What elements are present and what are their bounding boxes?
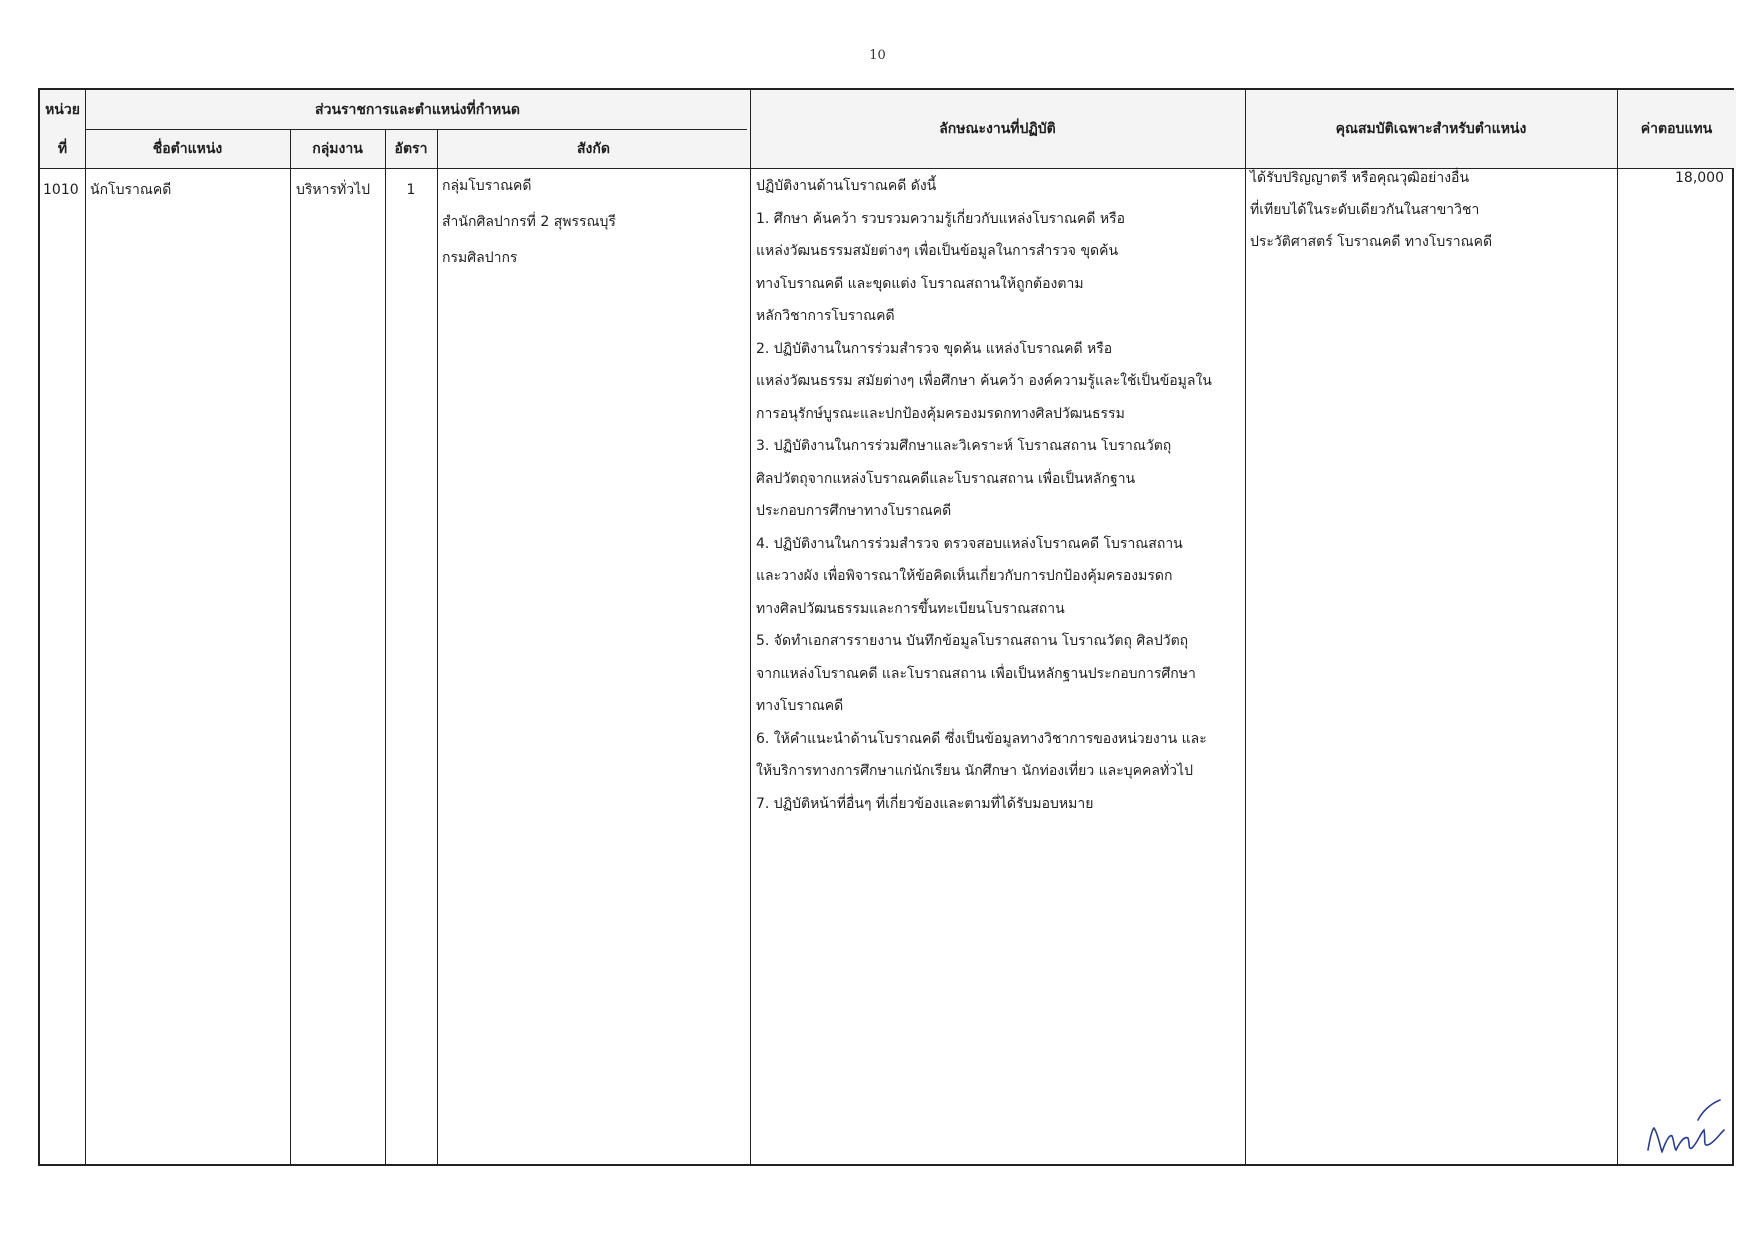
duty-line: จากแหล่งโบราณคดี และโบราณสถาน เพื่อเป็นหลักฐานประกอบการศึกษา bbox=[756, 665, 1196, 682]
affiliation-line: กลุ่มโบราณคดี bbox=[442, 178, 532, 194]
header-work-group: กลุ่มงาน bbox=[312, 140, 363, 157]
position-table bbox=[38, 88, 1734, 1166]
cell-position-name: นักโบราณคดี bbox=[90, 182, 172, 198]
cell-rate: 1 bbox=[406, 182, 416, 198]
duty-line: แหล่งวัฒนธรรมสมัยต่างๆ เพื่อเป็นข้อมูลในการสำรวจ ขุดค้น bbox=[756, 243, 1119, 259]
header-unit-no: หน่วย bbox=[45, 101, 80, 118]
page-number: 10 bbox=[869, 48, 886, 63]
cell-qualifications bbox=[1250, 170, 1492, 266]
cell-unit-no: 1010 bbox=[43, 182, 79, 198]
column-divider bbox=[85, 90, 86, 1164]
qualification-line: ได้รับปริญญาตรี หรือคุณวุฒิอย่างอื่น bbox=[1250, 170, 1470, 186]
header-qualifications: คุณสมบัติเฉพาะสำหรับตำแหน่ง bbox=[1335, 121, 1527, 137]
cell-compensation: 18,000 bbox=[1675, 170, 1724, 186]
duty-line: ทางโบราณคดี bbox=[756, 698, 844, 714]
header-position-name: ชื่อตำแหน่ง bbox=[152, 140, 223, 157]
duty-line: การอนุรักษ์บูรณะและปกป้องคุ้มครองมรดกทางศิลปวัฒนธรรม bbox=[756, 405, 1125, 422]
duty-line: ให้บริการทางการศึกษาแก่นักเรียน นักศึกษา นักท่องเที่ยว และบุคคลทั่วไป bbox=[756, 763, 1193, 779]
column-divider bbox=[1245, 90, 1246, 1164]
duty-line: หลักวิชาการโบราณคดี bbox=[756, 308, 895, 324]
duty-line: ศิลปวัตถุจากแหล่งโบราณคดีและโบราณสถาน เพื่อเป็นหลักฐาน bbox=[756, 470, 1136, 487]
duty-line: 2. ปฏิบัติงานในการร่วมสำรวจ ขุดค้น แหล่งโบราณคดี หรือ bbox=[756, 340, 1113, 357]
header-duties: ลักษณะงานที่ปฏิบัติ bbox=[939, 121, 1056, 137]
duty-line: 6. ให้คำแนะนำด้านโบราณคดี ซึ่งเป็นข้อมูลทางวิชาการของหน่วยงาน และ bbox=[756, 730, 1207, 747]
duty-line: ปฏิบัติงานด้านโบราณคดี ดังนี้ bbox=[756, 178, 937, 194]
column-divider bbox=[437, 129, 438, 1164]
duty-line: แหล่งวัฒนธรรม สมัยต่างๆ เพื่อศึกษา ค้นคว้า องค์ความรู้และใช้เป็นข้อมูลใน bbox=[756, 373, 1212, 389]
column-divider bbox=[1617, 90, 1618, 1164]
column-divider bbox=[290, 129, 291, 1164]
header-rate: อัตรา bbox=[394, 140, 428, 157]
header-affiliation: สังกัด bbox=[577, 140, 610, 157]
column-divider bbox=[385, 129, 386, 1164]
duty-line: 7. ปฏิบัติหน้าที่อื่นๆ ที่เกี่ยวข้องและตามที่ได้รับมอบหมาย bbox=[756, 795, 1094, 812]
affiliation-line: กรมศิลปากร bbox=[442, 250, 518, 266]
duty-line: และวางผัง เพื่อพิจารณาให้ข้อคิดเห็นเกี่ยวกับการปกป้องคุ้มครองมรดก bbox=[756, 568, 1173, 584]
header-unit-no-2: ที่ bbox=[57, 140, 68, 157]
header-compensation: ค่าตอบแทน bbox=[1640, 121, 1713, 137]
qualification-line: ที่เทียบได้ในระดับเดียวกันในสาขาวิชา bbox=[1250, 202, 1480, 218]
column-divider bbox=[750, 90, 751, 1164]
duty-line: 1. ศึกษา ค้นคว้า รวบรวมความรู้เกี่ยวกับแหล่งโบราณคดี หรือ bbox=[756, 210, 1126, 227]
duty-line: ทางศิลปวัฒนธรรมและการขึ้นทะเบียนโบราณสถาน bbox=[756, 600, 1065, 617]
qualification-line: ประวัติศาสตร์ โบราณคดี ทางโบราณคดี bbox=[1250, 234, 1493, 250]
duty-line: 4. ปฏิบัติงานในการร่วมสำรวจ ตรวจสอบแหล่งโบราณคดี โบราณสถาน bbox=[756, 535, 1183, 552]
duty-line: ประกอบการศึกษาทางโบราณคดี bbox=[756, 503, 952, 519]
handwritten-signature bbox=[1640, 1090, 1730, 1162]
header-section: ส่วนราชการและตำแหน่งที่กำหนด bbox=[315, 101, 520, 118]
duty-line: ทางโบราณคดี และขุดแต่ง โบราณสถานให้ถูกต้องตาม bbox=[756, 275, 1084, 292]
duty-line: 3. ปฏิบัติงานในการร่วมศึกษาและวิเคราะห์ โบราณสถาน โบราณวัตถุ bbox=[756, 438, 1172, 454]
cell-work-group: บริหารทั่วไป bbox=[296, 182, 371, 198]
header-bottom-line bbox=[40, 168, 1732, 169]
cell-affiliation bbox=[442, 178, 616, 286]
cell-duties bbox=[756, 178, 1212, 828]
duty-line: 5. จัดทำเอกสารรายงาน บันทึกข้อมูลโบราณสถาน โบราณวัตถุ ศิลปวัตถุ bbox=[756, 633, 1189, 649]
affiliation-line: สำนักศิลปากรที่ 2 สุพรรณบุรี bbox=[442, 214, 616, 230]
